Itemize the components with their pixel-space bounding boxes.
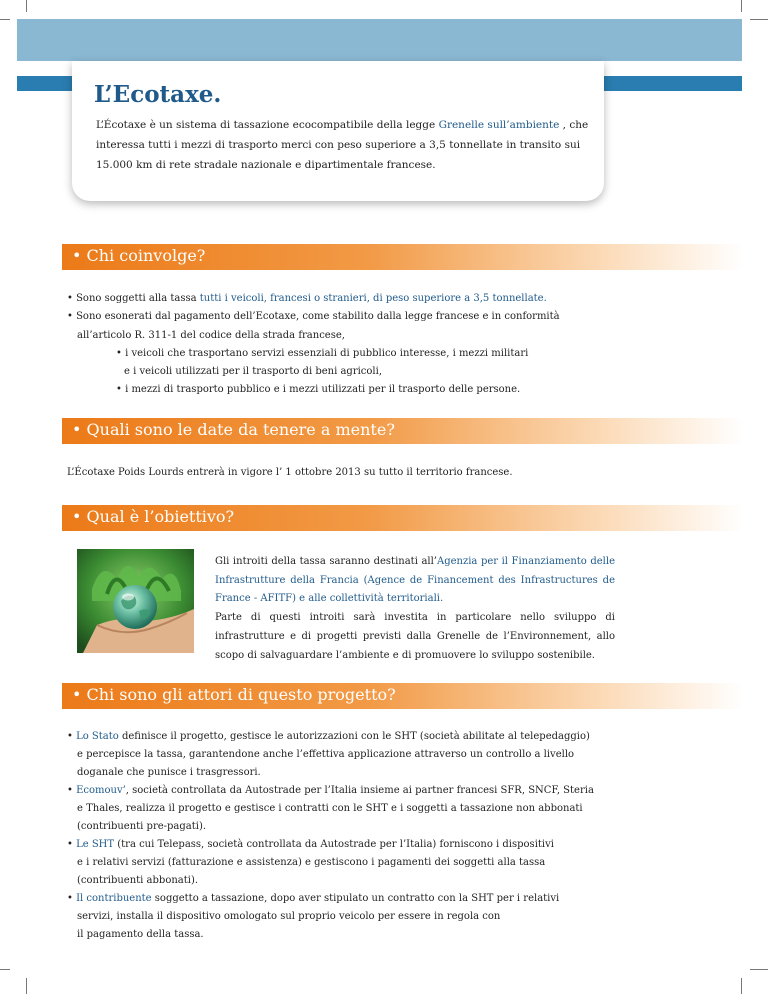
list-item: • Lo Stato definisce il progetto, gestisce le autorizzazioni con le SHT (società abilitate al telepedaggio) <box>67 731 590 742</box>
list-item-continuation: all’articolo R. 311-1 del codice della strada francese, <box>77 330 345 341</box>
list-item-text: , società controllata da Autostrade per l’Italia insieme ai partner francesi SFR, SNCF, Steria <box>125 785 594 796</box>
globe-illustration <box>77 549 194 653</box>
list-item-continuation: e i relativi servizi (fatturazione e assistenza) e gestiscono i pagamenti dei soggetti alla tassa <box>77 857 546 868</box>
list-item-text: definisce il progetto, gestisce le autorizzazioni con le SHT (società abilitate al telepedaggio) <box>118 731 590 742</box>
list-item <box>67 290 547 308</box>
globe-in-hand-image <box>77 549 194 653</box>
list-item-continuation: (contribuenti pre-pagati). <box>77 821 207 832</box>
section-title: • Chi sono gli attori di questo progetto? <box>72 685 396 704</box>
actor-name: Ecomouv’ <box>76 785 126 796</box>
intro-card <box>72 61 604 201</box>
list-item-continuation: e percepisce la tassa, garantendone anche l’effettiva applicazione attraverso un controllo a livello <box>77 749 575 760</box>
intro-text-part: , che interessa tutti i mezzi di trasporto merci con peso superiore a 3,5 tonnellate in transito sui 15.000 km di rete stradale nazionale e dipartimentale francese. <box>96 119 589 171</box>
header-band <box>17 19 742 61</box>
grenelle-link: Grenelle sull’ambiente <box>438 119 560 131</box>
crop-mark <box>0 969 10 970</box>
list-item-continuation: servizi, installa il dispositivo omologato sul proprio veicolo per essere in regola con <box>77 911 501 922</box>
actor-name: Lo Stato <box>76 731 119 742</box>
section-title: • Qual è l’obiettivo? <box>72 507 235 526</box>
list-item: • Ecomouv’, società controllata da Autostrade per l’Italia insieme ai partner francesi SFR, SNCF, Steria <box>67 785 594 796</box>
section-title: • Chi coinvolge? <box>72 246 206 265</box>
list-item-text: (tra cui Telepass, società controllata da Autostrade per l’Italia) forniscono i dispositivi <box>114 839 554 850</box>
section-header-attori <box>62 683 744 709</box>
obiettivo-paragraph <box>215 553 615 665</box>
list-item-text: • Sono soggetti alla tassa <box>67 293 200 304</box>
crop-mark <box>750 19 768 20</box>
intro-text-part: L’Écotaxe è un sistema di tassazione ecocompatibile della legge <box>96 119 439 131</box>
list-item-continuation: e Thales, realizza il progetto e gestisce i contratti con le SHT e i soggetti a tassazione non abbonati <box>77 803 583 814</box>
crop-mark <box>741 0 742 12</box>
agency-link-text: Agenzia per il Finanziamento delle Infrastrutture della Francia (Agence de Financement des Infrastructures de France - AFITF) e alle collettività territoriali. <box>215 556 615 605</box>
section-header-chi-coinvolge <box>62 244 744 270</box>
crop-mark <box>750 969 768 970</box>
date-text: L’Écotaxe Poids Lourds entrerà in vigore l’ 1 ottobre 2013 su tutto il territorio francese. <box>67 467 513 478</box>
list-item: • Sono esonerati dal pagamento dell’Ecotaxe, come stabilito dalla legge francese e in conformità <box>67 311 560 322</box>
paragraph-text: Gli introiti della tassa saranno destinati all’ <box>215 556 437 567</box>
list-item: • Il contribuente soggetto a tassazione, dopo aver stipulato un contratto con la SHT per i relativi <box>67 893 560 904</box>
paragraph-text: Parte di questi introiti sarà investita in particolare nello sviluppo di infrastrutture e di progetti previsti dalla Grenelle de l’Environnement, allo scopo di salvaguardare l’ambiente e di promuovere lo sviluppo sostenibile. <box>215 612 615 661</box>
section-header-date <box>62 418 744 444</box>
list-item: • Le SHT (tra cui Telepass, società controllata da Autostrade per l’Italia) forniscono i dispositivi <box>67 839 554 850</box>
section-title: • Quali sono le date da tenere a mente? <box>72 420 395 439</box>
section-header-obiettivo <box>62 505 744 531</box>
crop-mark <box>741 978 742 994</box>
list-item-continuation: il pagamento della tassa. <box>77 929 204 940</box>
crop-mark <box>26 0 27 12</box>
list-item-continuation: (contribuenti abbonati). <box>77 875 199 886</box>
actor-name: Il contribuente <box>76 893 152 904</box>
list-item-continuation: doganale che punisce i trasgressori. <box>77 767 261 778</box>
sub-list-item: • i veicoli che trasportano servizi essenziali di pubblico interesse, i mezzi militari <box>116 348 529 359</box>
sub-list-item: • i mezzi di trasporto pubblico e i mezzi utilizzati per il trasporto delle persone. <box>116 384 521 395</box>
crop-mark <box>26 978 27 994</box>
list-item-text: soggetto a tassazione, dopo aver stipulato un contratto con la SHT per i relativi <box>151 893 560 904</box>
actor-name: Le SHT <box>76 839 115 850</box>
intro-text <box>96 115 596 175</box>
crop-mark <box>0 19 10 20</box>
sub-list-item-continuation: e i veicoli utilizzati per il trasporto di beni agricoli, <box>124 366 383 377</box>
highlight-text: tutti i veicoli, francesi o stranieri, di peso superiore a 3,5 tonnellate. <box>199 293 547 304</box>
page-title: L’Ecotaxe. <box>94 81 222 108</box>
